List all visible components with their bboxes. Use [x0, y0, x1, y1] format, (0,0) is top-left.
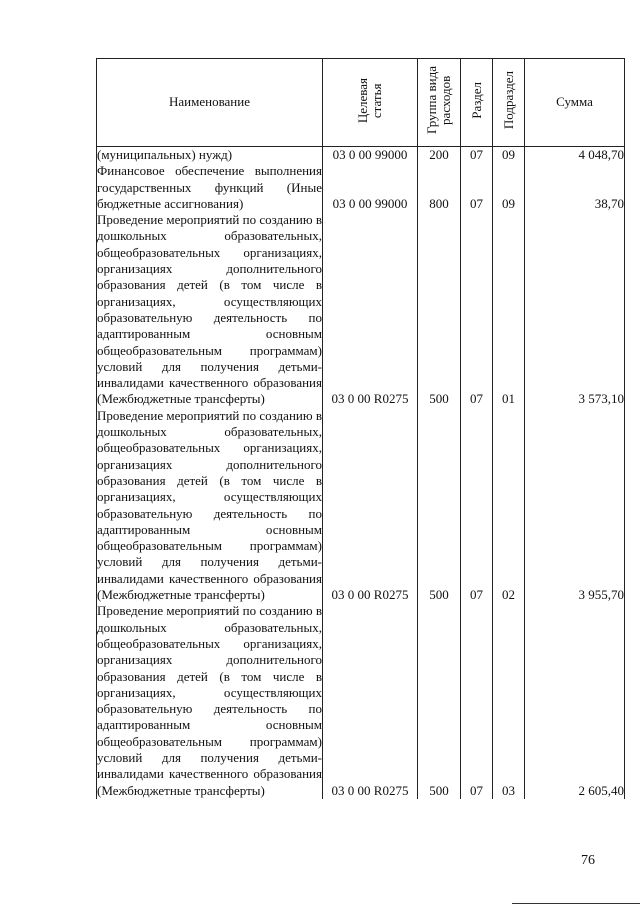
row-article: 03 0 00 99000 — [323, 163, 418, 212]
header-name: Наименование — [97, 59, 323, 147]
row-name: Финансовое обеспечение выполнения государственных функций (Иные бюджетные ассигнования) — [97, 163, 322, 211]
row-section: 07 — [461, 147, 493, 164]
row-section: 07 — [461, 603, 493, 799]
row-group: 500 — [418, 603, 461, 799]
row-article: 03 0 00 99000 — [323, 147, 418, 164]
row-article: 03 0 00 R0275 — [323, 603, 418, 799]
row-subsection: 09 — [493, 163, 525, 212]
header-row — [97, 59, 625, 147]
header-group: Группа вида расходов — [418, 59, 461, 147]
row-name: Проведение мероприятий по созданию в дошкольных образовательных, общеобразовательных организациях, организациях дополнительного образования детей (в том числе в организациях, осуществляющих образовательную деятельность по адаптированным основным общеобразовательным программам) условий для получения детьми-инвалидами качественного образования (Межбюджетные трансферты) — [97, 212, 322, 407]
header-article: Целевая статья — [323, 59, 418, 147]
table-row — [97, 212, 625, 408]
table-row — [97, 147, 625, 164]
row-section: 07 — [461, 212, 493, 408]
row-subsection: 03 — [493, 603, 525, 799]
row-article: 03 0 00 R0275 — [323, 212, 418, 408]
row-sum: 4 048,70 — [525, 147, 625, 164]
footer-rule — [512, 903, 640, 904]
row-group: 800 — [418, 163, 461, 212]
table-row — [97, 408, 625, 604]
table-row — [97, 603, 625, 799]
header-sum: Сумма — [525, 59, 625, 147]
row-name: (муниципальных) нужд) — [97, 147, 323, 164]
row-sum: 3 955,70 — [525, 408, 625, 604]
row-subsection: 01 — [493, 212, 525, 408]
row-sum: 3 573,10 — [525, 212, 625, 408]
budget-table — [96, 58, 625, 799]
header-subsection: Подраздел — [493, 59, 525, 147]
row-subsection: 02 — [493, 408, 525, 604]
row-subsection: 09 — [493, 147, 525, 164]
table-row — [97, 163, 625, 212]
row-sum: 2 605,40 — [525, 603, 625, 799]
row-group: 500 — [418, 408, 461, 604]
row-sum: 38,70 — [525, 163, 625, 212]
row-group: 500 — [418, 212, 461, 408]
row-name: Проведение мероприятий по созданию в дошкольных образовательных, общеобразовательных организациях, организациях дополнительного образования детей (в том числе в организациях, осуществляющих образовательную деятельность по адаптированным основным общеобразовательным программам) условий для получения детьми-инвалидами качественного образования (Межбюджетные трансферты) — [97, 603, 322, 798]
row-name: Проведение мероприятий по созданию в дошкольных образовательных, общеобразовательных организациях, организациях дополнительного образования детей (в том числе в организациях, осуществляющих образовательную деятельность по адаптированным основным общеобразовательным программам) условий для получения детьми-инвалидами качественного образования (Межбюджетные трансферты) — [97, 407, 322, 603]
row-section: 07 — [461, 408, 493, 604]
row-group: 200 — [418, 147, 461, 164]
page-number: 76 — [581, 853, 595, 868]
row-article: 03 0 00 R0275 — [323, 408, 418, 604]
row-section: 07 — [461, 163, 493, 212]
header-section: Раздел — [461, 59, 493, 147]
